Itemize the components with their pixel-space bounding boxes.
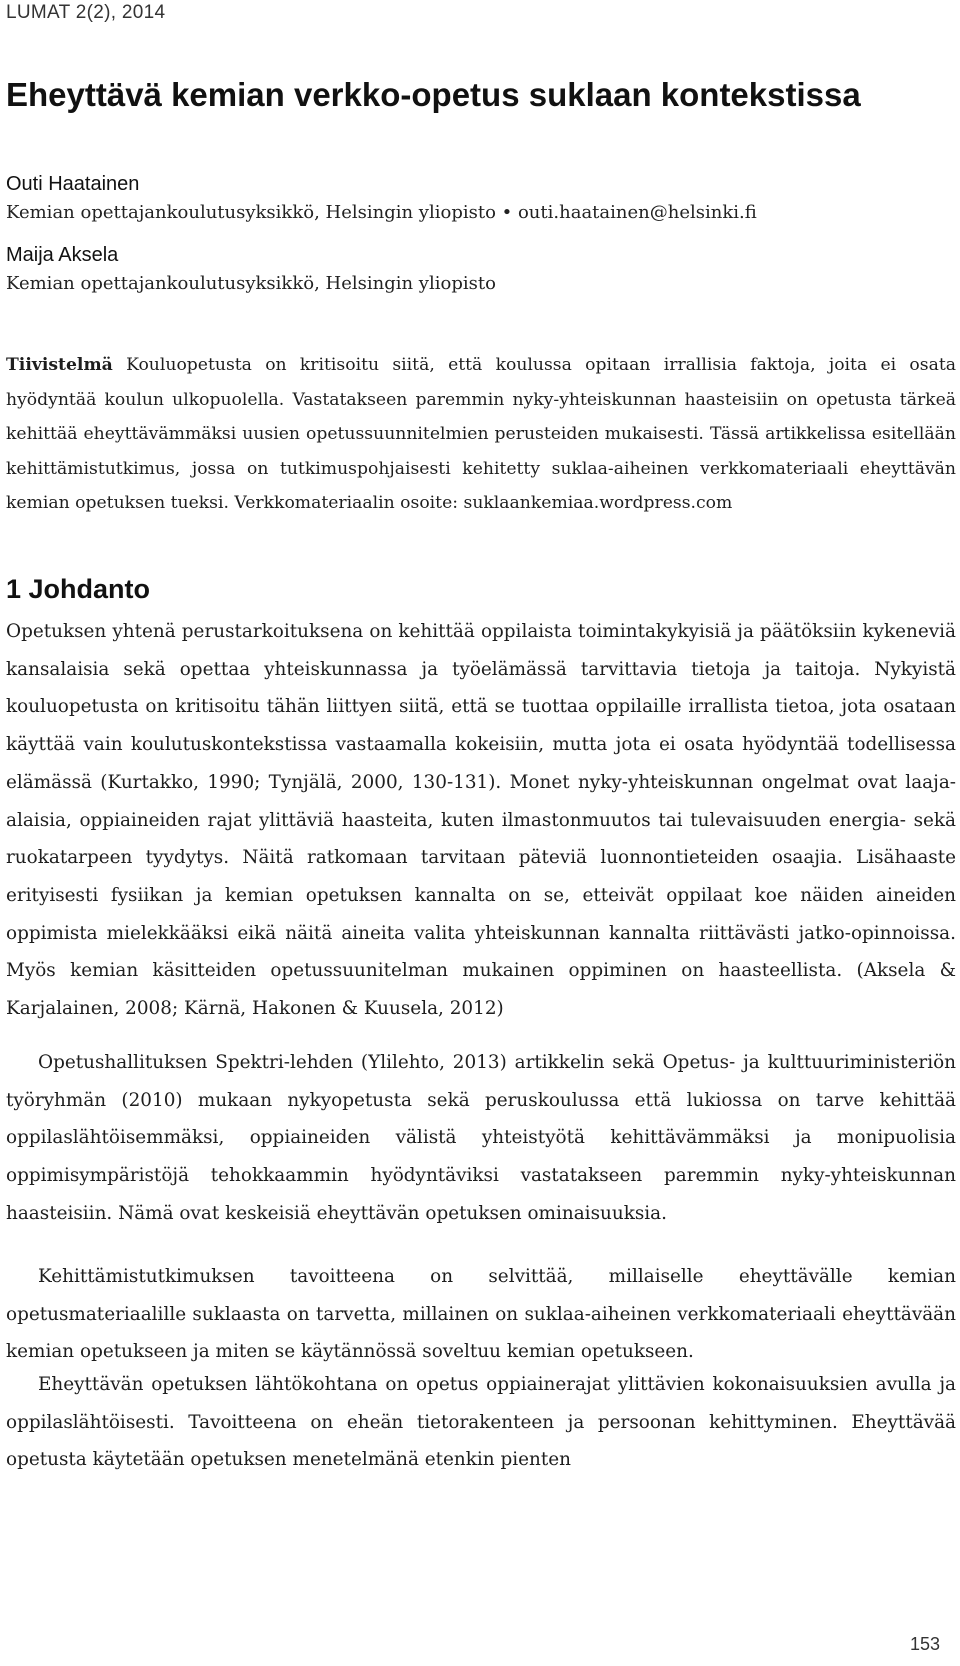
running-header: LUMAT 2(2), 2014 [6, 2, 166, 23]
section-heading: 1 Johdanto [6, 574, 151, 604]
author-name: Maija Aksela [6, 244, 119, 266]
page-number: 153 [909, 1634, 940, 1654]
body-paragraph: Opetuksen yhtenä perustarkoituksena on kehittää oppilaista toimintakykyisiä ja päätöksiin kykeneviä kansalaisia sekä opettaa yhteiskunnassa ja työelämässä tarvittavia tietoja ja taitoja. Nykyistä kouluopetusta on kritisoitu tähän liittyen siitä, että se tuottaa oppilaille irrallista tietoa, jota osataan käyttää vain koulutuskontekstissa vastaamalla kokeisiin, mutta jota ei osata hyödyntää todellisessa elämässä (Kurtakko, 1990; Tynjälä, 2000, 130-131). Monet nyky-yhteiskunnan ongelmat ovat laaja-alaisia, oppiaineiden rajat ylittäviä haasteita, kuten ilmastonmuutos tai tulevaisuuden energia- sekä ruokatarpeen tyydytys. Näitä ratkomaan tarvitaan päteviä luonnontieteiden osaajia. Lisähaaste erityisesti fysiikan ja kemian opetuksen kannalta on se, etteivät oppilaat koe näiden aineiden oppimista mielekkääksi eikä näitä aineita valita yhteiskunnan kannalta riittävästi jatko-opinnoissa. Myös kemian käsitteiden opetussuunitelman mukainen oppiminen on haasteellista. (Aksela & Karjalainen, 2008; Kärnä, Hakonen & Kuusela, 2012) [6, 621, 956, 1020]
abstract-text: Kouluopetusta on kritisoitu siitä, että koulussa opitaan irrallisia faktoja, joita ei osata hyödyntää koulun ulkopuolella. Vastatakseen paremmin nyky-yhteiskunnan haasteisiin on opetusta tärkeä kehittää eheyttävämmäksi uusien opetussuunnitelmien perusteiden mukaisesti. Tässä artikkelissa esitellään kehittämistutkimus, jossa on tutkimuspohjaisesti kehitetty suklaa-aiheinen verkkomateriaali eheyttävän kemian opetuksen tueksi. Verkkomateriaalin osoite: suklaankemiaa.wordpress.com [6, 355, 957, 513]
paper-title: Eheyttävä kemian verkko-opetus suklaan kontekstissa [6, 76, 861, 113]
author-affiliation: Kemian opettajankoulutusyksikkö, Helsingin yliopisto [6, 273, 496, 294]
abstract-label: Tiivistelmä [6, 355, 113, 375]
author-name: Outi Haatainen [6, 173, 140, 195]
abstract [6, 348, 956, 521]
body-paragraph: Kehittämistutkimuksen tavoitteena on selvittää, millaiselle eheyttävälle kemian opetusmateriaalille suklaasta on tarvetta, millainen on suklaa-aiheinen verkkomateriaali eheyttävään kemian opetukseen ja miten se käytännössä soveltuu kemian opetukseen. [6, 1266, 956, 1363]
body-paragraph: Eheyttävän opetuksen lähtökohtana on opetus oppiainerajat ylittävien kokonaisuuksien avulla ja oppilaslähtöisesti. Tavoitteena on eheän tietorakenteen ja persoonan kehittyminen. Eheyttävää opetusta käytetään opetuksen menetelmänä etenkin pienten [6, 1374, 956, 1471]
author-affiliation: Kemian opettajankoulutusyksikkö, Helsingin yliopisto • outi.haatainen@helsinki.fi [6, 202, 757, 223]
body-paragraph: Opetushallituksen Spektri-lehden (Ylilehto, 2013) artikkelin sekä Opetus- ja kulttuuriministeriön työryhmän (2010) mukaan nykyopetusta sekä peruskoulussa että lukiossa on tarve kehittää oppilaslähtöisemmäksi, oppiaineiden välistä yhteistyötä kehittävämmäksi ja monipuolisia oppimisympäristöjä tehokkaammin hyödyntäviksi vastatakseen paremmin nyky-yhteiskunnan haasteisiin. Nämä ovat keskeisiä eheyttävän opetuksen ominaisuuksia. [6, 1052, 956, 1224]
